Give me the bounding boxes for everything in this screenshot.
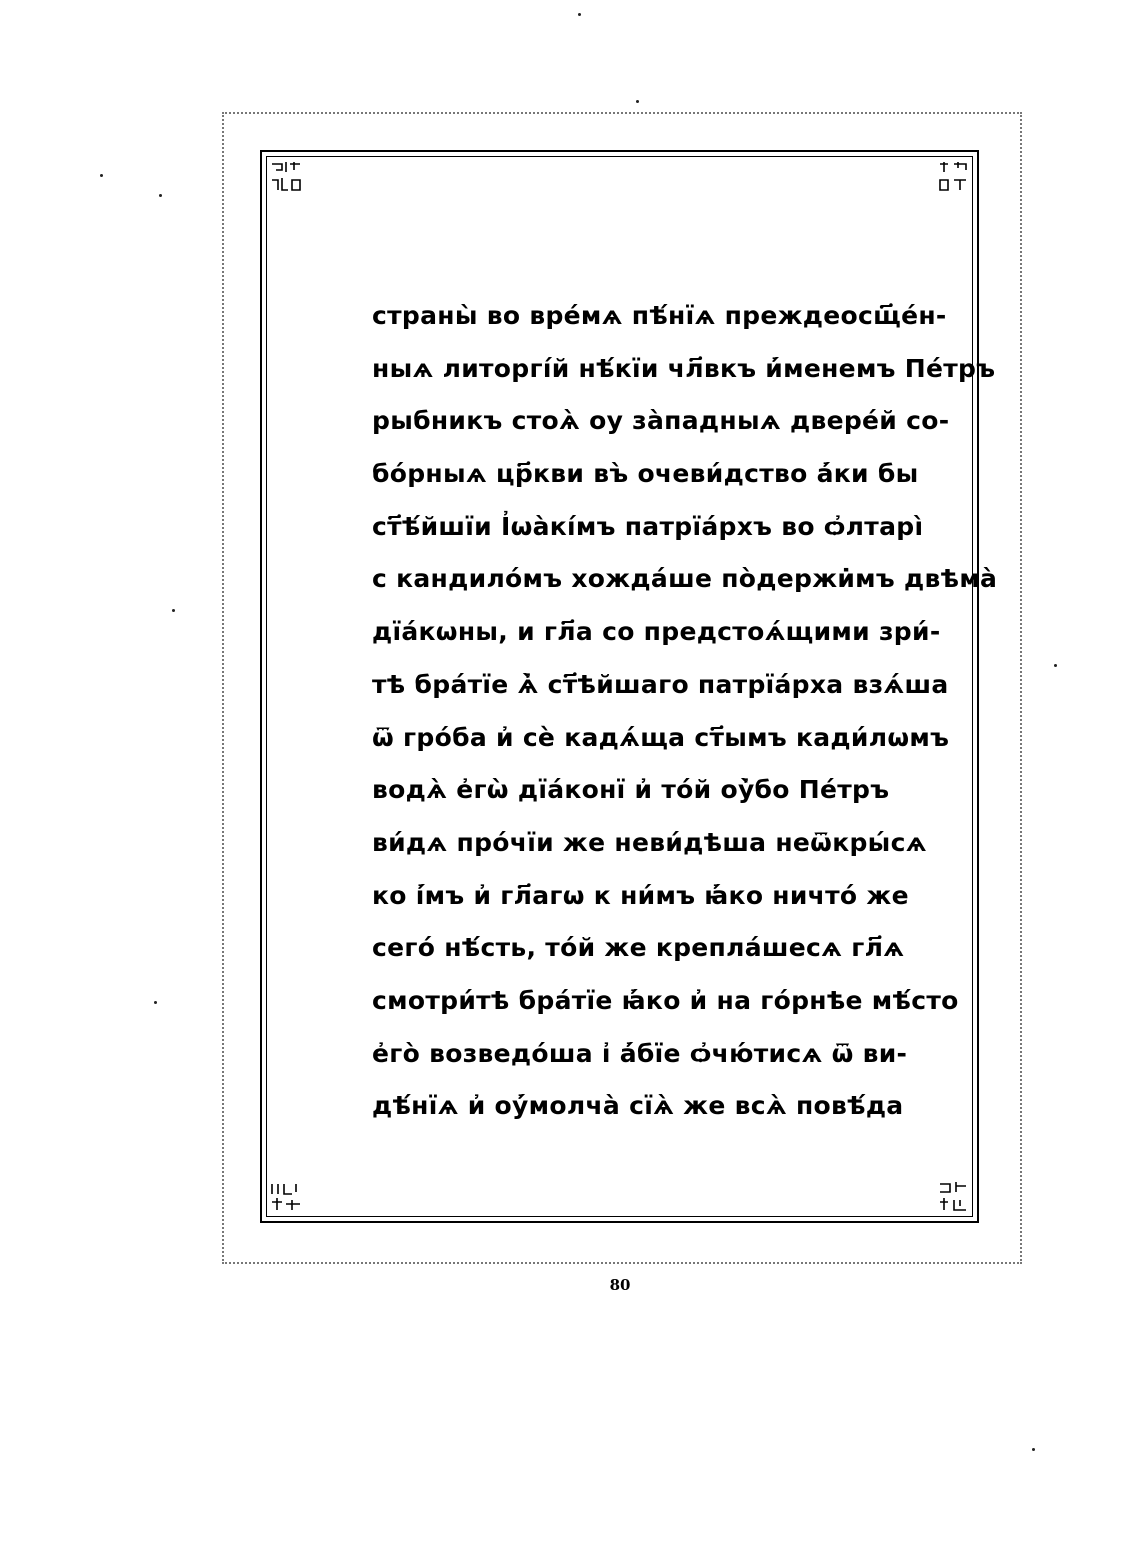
scan-speck <box>159 194 162 197</box>
text-line: ныѧ литоргі́й нѣ́кїи чл҃вкъ и҆́менемъ Пе́тръ <box>372 353 996 383</box>
scan-speck <box>154 1001 157 1004</box>
text-line: водѧ̀ е҆гѡ̀ дїа́конї и҆ то́й оу҆̀бо Пе́тръ <box>372 775 890 805</box>
text-line: с кандило́мъ хожда́ше по̀держи̇мъ двѣма̀ <box>372 564 998 594</box>
scan-speck <box>172 609 175 612</box>
text-line: страны̀ во вре́мѧ пѣ́нїѧ преждеосщ҃е́н- <box>372 301 947 330</box>
body-text <box>372 290 998 1133</box>
corner-ornament-bottom-left <box>268 1178 306 1216</box>
text-line: смотри́тѣ бра́тїе ꙗ҆́ко и҆ на го́рнѣе мѣ́сто <box>372 985 959 1015</box>
text-line: е҆го̀ возведо́ша і҆ а҆́бїе ѻ҆чю́тисѧ ѿ ви- <box>372 1038 908 1068</box>
text-line: дѣ́нїѧ и҆ оу҆́молча̀ сїѧ̀ же всѧ̀ повѣ́да <box>372 1091 904 1121</box>
corner-ornament-top-left <box>268 158 306 196</box>
scan-speck <box>578 13 581 16</box>
text-line: ст҃ѣ́йшїи І҆ѡа̀кі́мъ патрїа́рхъ во ѻ҆лтарі̀ <box>372 511 924 541</box>
text-line: дїа́кѡны, и гл҃а со предстоѧ́щими зри́- <box>372 617 941 647</box>
scan-speck <box>1054 664 1057 667</box>
scan-speck <box>1032 1448 1035 1451</box>
text-line: сего́ нѣ́сть, то́й же крепла́шесѧ гл҃ѧ <box>372 933 905 963</box>
text-line: ви́дѧ про́чїи же неви́дѣша неѿкры́сѧ <box>372 827 927 857</box>
page-number: 80 <box>609 1276 631 1294</box>
text-line: бо́рныѧ цр҃кви въ̀ очеви́дство а҆́ки бы <box>372 459 919 489</box>
text-line: рыбникъ стоѧ̀ оу за̀падныѧ двере́й со- <box>372 406 950 436</box>
text-line: ко і҆́мъ и҆ гл҃агѡ к ни́мъ ꙗ҆́ко ничто́ же <box>372 880 909 910</box>
scan-speck <box>100 174 103 177</box>
corner-ornament-top-right <box>934 158 972 196</box>
corner-ornament-bottom-right <box>934 1178 972 1216</box>
text-line: тѣ бра́тїе ѧ҆̀ ст҃ѣйшаго патрїа́рха взѧ́ша <box>372 669 949 699</box>
scan-speck <box>636 100 639 103</box>
text-line: ѿ гро́ба и҆ сѐ кадѧ́ща ст҃ымъ кади́лѡмъ <box>372 722 950 752</box>
